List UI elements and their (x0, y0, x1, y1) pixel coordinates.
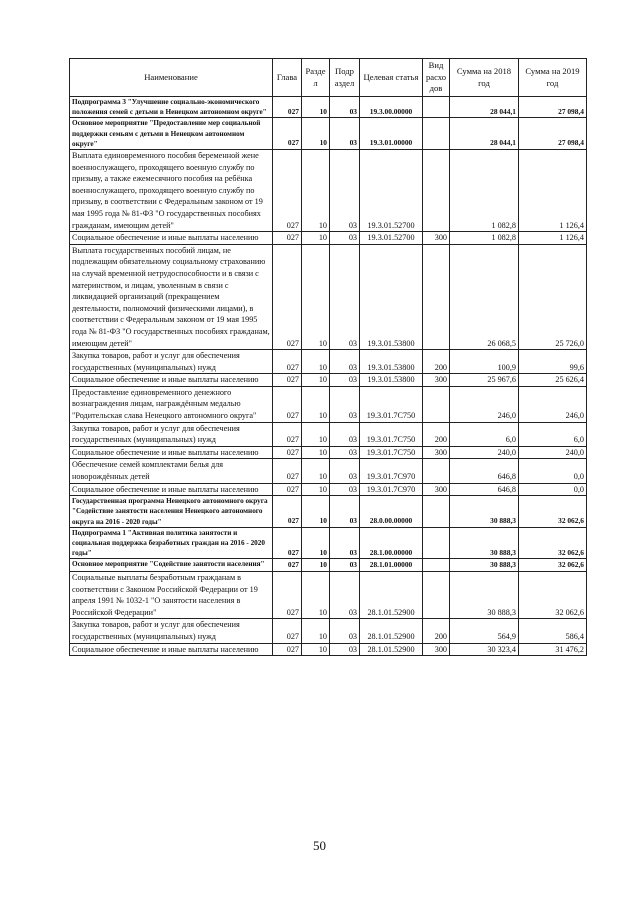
row-name: Социальное обеспечение и иные выплаты населению (70, 643, 273, 656)
row-sum-2019: 246,0 (519, 386, 587, 422)
table-row (70, 386, 587, 422)
row-razdel: 10 (302, 643, 330, 656)
row-sum-2018: 246,0 (450, 386, 519, 422)
row-name: Обеспечение семей комплектами белья для новорождённых детей (70, 459, 273, 483)
row-sum-2018: 564,9 (450, 619, 519, 643)
row-podrazdel: 03 (330, 559, 360, 572)
row-name: Социальное обеспечение и иные выплаты населению (70, 374, 273, 387)
row-target: 28.0.00.00000 (360, 496, 423, 528)
row-glava: 027 (273, 350, 302, 374)
row-sum-2019: 0,0 (519, 459, 587, 483)
row-sum-2018: 30 888,3 (450, 572, 519, 619)
table-row (70, 496, 587, 528)
row-razdel: 10 (302, 97, 330, 118)
table-row (70, 97, 587, 118)
row-sum-2019: 586,4 (519, 619, 587, 643)
row-name: Государственная программа Ненецкого автономного округа "Содействие занятости населения Ненецкого автономного округа на 2016 - 2020 годы" (70, 496, 273, 528)
row-razdel: 10 (302, 446, 330, 459)
row-sum-2019: 240,0 (519, 446, 587, 459)
header-glava: Глава (273, 59, 302, 97)
row-razdel: 10 (302, 559, 330, 572)
header-target: Целевая статья (360, 59, 423, 97)
row-name: Социальные выплаты безработным гражданам в соответствии с Законом Российской Федерации от 19 апреля 1991 № 1032-1 "О занятости населения в Российской Федерации" (70, 572, 273, 619)
row-sum-2019: 31 476,2 (519, 643, 587, 656)
row-vid (423, 244, 450, 349)
row-target: 19.3.01.7С970 (360, 483, 423, 496)
table-row (70, 483, 587, 496)
row-glava: 027 (273, 118, 302, 150)
row-target: 19.3.01.53800 (360, 374, 423, 387)
row-vid: 300 (423, 374, 450, 387)
row-vid: 300 (423, 232, 450, 245)
row-glava: 027 (273, 496, 302, 528)
header-razdel: Разде л (302, 59, 330, 97)
row-sum-2018: 30 323,4 (450, 643, 519, 656)
row-razdel: 10 (302, 244, 330, 349)
row-glava: 027 (273, 232, 302, 245)
row-razdel: 10 (302, 350, 330, 374)
row-name: Закупка товаров, работ и услуг для обеспечения государственных (муниципальных) нужд (70, 350, 273, 374)
row-sum-2018: 30 888,3 (450, 527, 519, 559)
row-sum-2019: 1 126,4 (519, 150, 587, 232)
row-name: Выплата государственных пособий лицам, не подлежащим обязательному социальному страхованию на случай временной нетрудоспособности и в связи с материнством, и лицам, уволенным в связи с ликвидацией организаций (прекращением деятельности, полномочий физическими лицами), в соответствии с Федеральным законом от 19 мая 1995 года № 81-ФЗ "О государственных пособиях гражданам, имеющим детей" (70, 244, 273, 349)
row-sum-2019: 1 126,4 (519, 232, 587, 245)
row-sum-2018: 25 967,6 (450, 374, 519, 387)
row-glava: 027 (273, 483, 302, 496)
table-row (70, 572, 587, 619)
row-vid: 200 (423, 619, 450, 643)
row-name: Основное мероприятие "Содействие занятости населения" (70, 559, 273, 572)
row-razdel: 10 (302, 118, 330, 150)
row-sum-2019: 32 062,6 (519, 496, 587, 528)
row-glava: 027 (273, 150, 302, 232)
row-razdel: 10 (302, 572, 330, 619)
row-podrazdel: 03 (330, 97, 360, 118)
row-name: Основное мероприятие "Предоставление мер социальной поддержки семьям с детьми в Ненецком автономном округе" (70, 118, 273, 150)
table-row (70, 446, 587, 459)
row-name: Закупка товаров, работ и услуг для обеспечения государственных (муниципальных) нужд (70, 619, 273, 643)
row-name: Социальное обеспечение и иные выплаты населению (70, 232, 273, 245)
row-glava: 027 (273, 527, 302, 559)
row-vid (423, 496, 450, 528)
row-name: Выплата единовременного пособия беременной жене военнослужащего, проходящего военную службу по призыву, а также ежемесячного пособия на ребёнка военнослужащего, проходящего военную службу по призыву, в соответствии с Федеральным законом от 19 мая 1995 года № 81-ФЗ "О государственных пособиях гражданам, имеющим детей" (70, 150, 273, 232)
row-podrazdel: 03 (330, 374, 360, 387)
row-target: 19.3.01.7С970 (360, 459, 423, 483)
row-podrazdel: 03 (330, 150, 360, 232)
table-row (70, 118, 587, 150)
row-target: 19.3.01.7С750 (360, 446, 423, 459)
row-vid: 300 (423, 446, 450, 459)
row-sum-2018: 100,9 (450, 350, 519, 374)
table-row (70, 150, 587, 232)
row-podrazdel: 03 (330, 619, 360, 643)
row-podrazdel: 03 (330, 446, 360, 459)
table-row (70, 459, 587, 483)
table-row (70, 232, 587, 245)
row-vid (423, 459, 450, 483)
row-target: 19.3.01.7С750 (360, 386, 423, 422)
row-glava: 027 (273, 446, 302, 459)
row-sum-2019: 6,0 (519, 422, 587, 446)
row-sum-2018: 30 888,3 (450, 559, 519, 572)
row-name: Подпрограмма 3 "Улучшение социально-экономического положения семей с детьми в Ненецком автономном округе" (70, 97, 273, 118)
row-podrazdel: 03 (330, 483, 360, 496)
row-target: 19.3.01.53800 (360, 244, 423, 349)
row-vid: 300 (423, 483, 450, 496)
row-podrazdel: 03 (330, 232, 360, 245)
row-sum-2019: 32 062,6 (519, 572, 587, 619)
row-sum-2018: 6,0 (450, 422, 519, 446)
row-razdel: 10 (302, 496, 330, 528)
row-sum-2018: 26 068,5 (450, 244, 519, 349)
row-name: Предоставление единовременного денежного вознаграждения лицам, награждённым медалью "Родительская слава Ненецкого автономного округа" (70, 386, 273, 422)
row-name: Закупка товаров, работ и услуг для обеспечения государственных (муниципальных) нужд (70, 422, 273, 446)
row-target: 28.1.00.00000 (360, 527, 423, 559)
header-podrazdel: Подр аздел (330, 59, 360, 97)
row-vid (423, 572, 450, 619)
row-target: 19.3.01.53800 (360, 350, 423, 374)
row-sum-2018: 30 888,3 (450, 496, 519, 528)
row-sum-2019: 25 626,4 (519, 374, 587, 387)
row-podrazdel: 03 (330, 350, 360, 374)
row-sum-2018: 1 082,8 (450, 232, 519, 245)
row-vid: 200 (423, 422, 450, 446)
row-glava: 027 (273, 459, 302, 483)
row-razdel: 10 (302, 527, 330, 559)
table-row (70, 350, 587, 374)
row-razdel: 10 (302, 483, 330, 496)
budget-table (69, 58, 587, 656)
row-sum-2018: 646,8 (450, 483, 519, 496)
row-target: 28.1.01.52900 (360, 643, 423, 656)
table-row (70, 374, 587, 387)
row-razdel: 10 (302, 619, 330, 643)
row-vid (423, 559, 450, 572)
row-glava: 027 (273, 244, 302, 349)
row-razdel: 10 (302, 374, 330, 387)
row-target: 19.3.01.52700 (360, 150, 423, 232)
table-row (70, 527, 587, 559)
row-sum-2019: 0,0 (519, 483, 587, 496)
row-razdel: 10 (302, 422, 330, 446)
table-row (70, 422, 587, 446)
row-vid (423, 527, 450, 559)
table-row (70, 244, 587, 349)
row-sum-2019: 32 062,6 (519, 527, 587, 559)
row-glava: 027 (273, 97, 302, 118)
row-podrazdel: 03 (330, 244, 360, 349)
row-podrazdel: 03 (330, 422, 360, 446)
row-vid: 300 (423, 643, 450, 656)
row-podrazdel: 03 (330, 643, 360, 656)
row-glava: 027 (273, 386, 302, 422)
row-target: 19.3.01.00000 (360, 118, 423, 150)
row-target: 19.3.01.7С750 (360, 422, 423, 446)
row-glava: 027 (273, 374, 302, 387)
row-name: Социальное обеспечение и иные выплаты населению (70, 483, 273, 496)
row-target: 19.3.01.52700 (360, 232, 423, 245)
table-row (70, 559, 587, 572)
row-sum-2018: 240,0 (450, 446, 519, 459)
row-glava: 027 (273, 572, 302, 619)
row-razdel: 10 (302, 459, 330, 483)
row-sum-2018: 646,8 (450, 459, 519, 483)
row-razdel: 10 (302, 150, 330, 232)
row-sum-2019: 25 726,0 (519, 244, 587, 349)
row-podrazdel: 03 (330, 527, 360, 559)
row-podrazdel: 03 (330, 572, 360, 619)
row-glava: 027 (273, 619, 302, 643)
header-vid: Вид расхо дов (423, 59, 450, 97)
header-name: Наименование (70, 59, 273, 97)
table-row (70, 619, 587, 643)
row-sum-2018: 28 044,1 (450, 118, 519, 150)
row-sum-2019: 27 098,4 (519, 97, 587, 118)
row-razdel: 10 (302, 386, 330, 422)
header-sum-2018: Сумма на 2018 год (450, 59, 519, 97)
row-sum-2018: 1 082,8 (450, 150, 519, 232)
row-sum-2018: 28 044,1 (450, 97, 519, 118)
row-vid (423, 97, 450, 118)
row-vid: 200 (423, 350, 450, 374)
row-name: Подпрограмма 1 "Активная политика занятости и социальная поддержка безработных граждан на 2016 - 2020 годы" (70, 527, 273, 559)
row-podrazdel: 03 (330, 386, 360, 422)
row-vid (423, 150, 450, 232)
row-glava: 027 (273, 422, 302, 446)
table-row (70, 643, 587, 656)
row-vid (423, 386, 450, 422)
row-target: 28.1.01.52900 (360, 572, 423, 619)
row-sum-2019: 32 062,6 (519, 559, 587, 572)
header-row (70, 59, 587, 97)
row-podrazdel: 03 (330, 118, 360, 150)
row-podrazdel: 03 (330, 496, 360, 528)
row-sum-2019: 27 098,4 (519, 118, 587, 150)
row-vid (423, 118, 450, 150)
page-number: 50 (313, 838, 326, 853)
row-sum-2019: 99,6 (519, 350, 587, 374)
row-target: 19.3.00.00000 (360, 97, 423, 118)
header-sum-2019: Сумма на 2019 год (519, 59, 587, 97)
row-glava: 027 (273, 559, 302, 572)
row-razdel: 10 (302, 232, 330, 245)
row-target: 28.1.01.00000 (360, 559, 423, 572)
row-glava: 027 (273, 643, 302, 656)
row-name: Социальное обеспечение и иные выплаты населению (70, 446, 273, 459)
row-target: 28.1.01.52900 (360, 619, 423, 643)
row-podrazdel: 03 (330, 459, 360, 483)
